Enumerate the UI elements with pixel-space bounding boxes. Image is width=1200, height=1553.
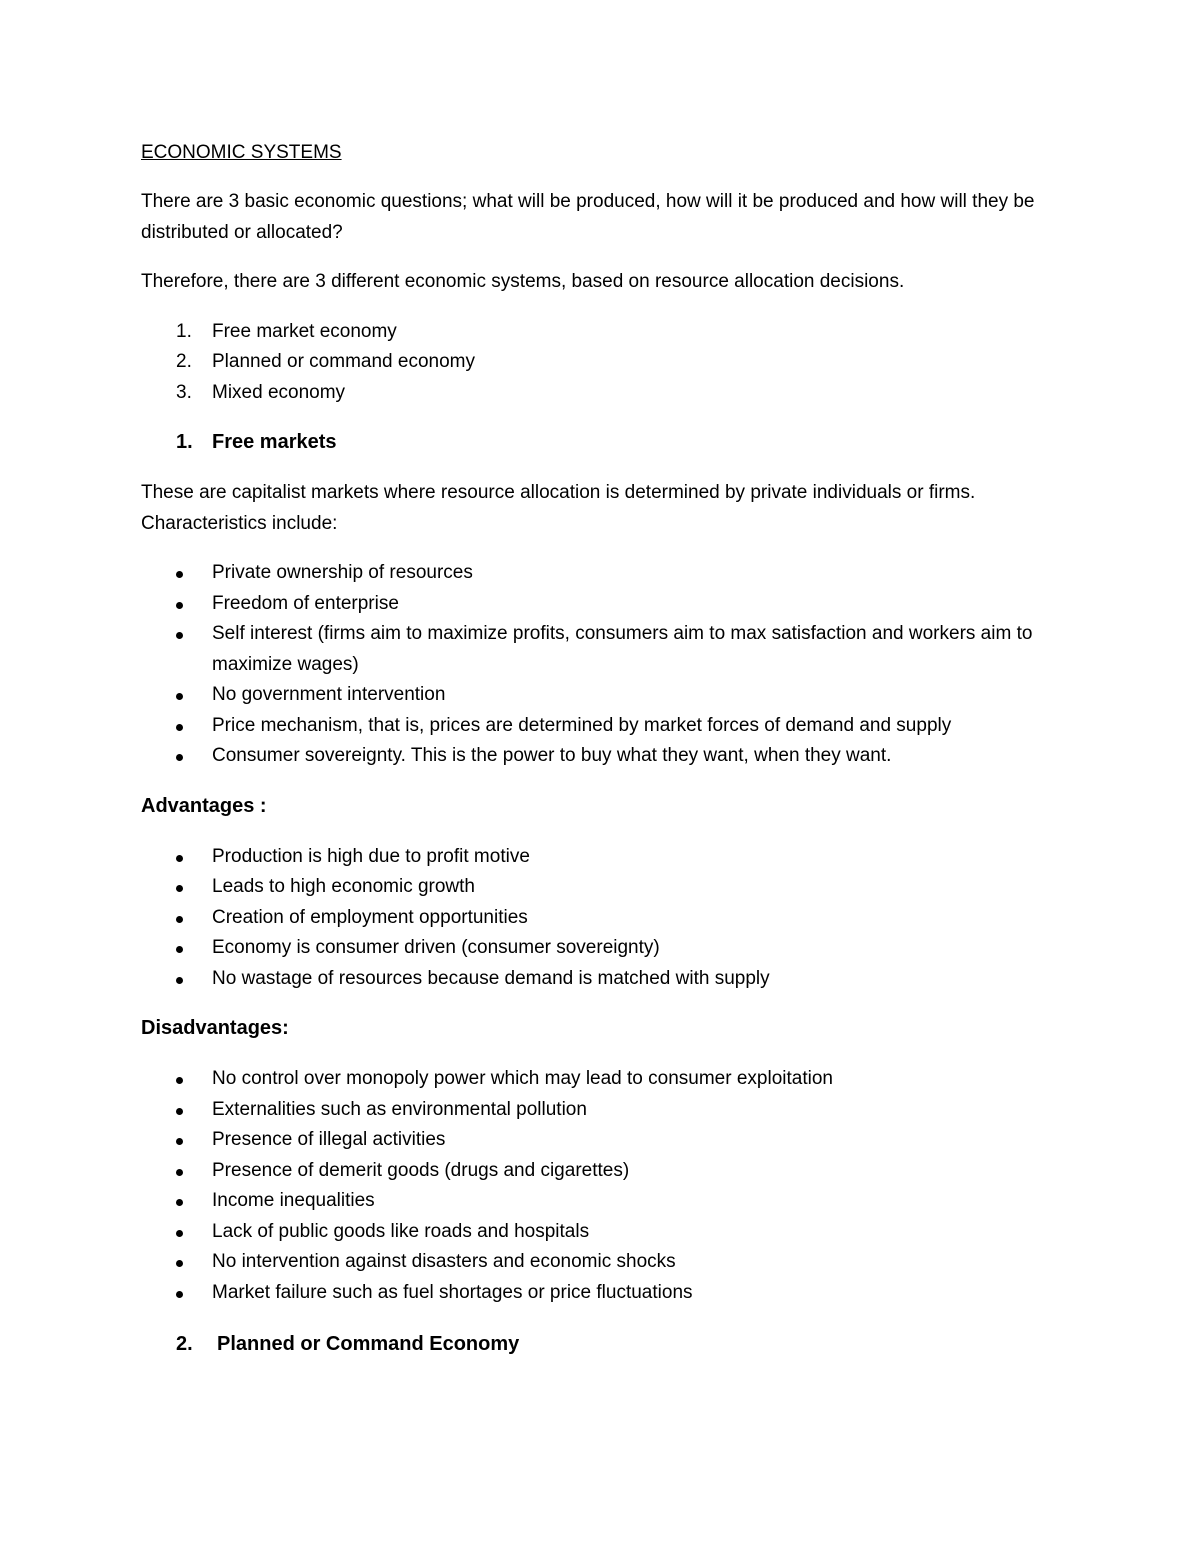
list-item-text: Planned or command economy [212, 351, 475, 372]
list-item-text: Lack of public goods like roads and hospitals [212, 1220, 590, 1242]
characteristics-list [141, 558, 1061, 772]
list-item [141, 711, 1061, 742]
bullet-icon [176, 632, 183, 639]
list-item [141, 1156, 1061, 1187]
list-item-text: Externalities such as environmental pollution [212, 1098, 587, 1120]
section-title: Planned or Command Economy [217, 1333, 520, 1355]
list-item [141, 1095, 1061, 1126]
free-markets-paragraph: These are capitalist markets where resource allocation is determined by private individuals or firms. Characteristics include: [141, 482, 976, 534]
list-item-text: Income inequalities [212, 1190, 375, 1211]
bullet-icon [176, 855, 183, 862]
list-number: 3. [176, 381, 192, 403]
list-item [141, 1247, 1061, 1278]
list-item [141, 1125, 1061, 1156]
list-item-text: Production is high due to profit motive [212, 845, 530, 867]
section-heading-planned-economy [141, 1329, 1061, 1361]
list-item [141, 347, 1061, 378]
list-item [141, 1278, 1061, 1309]
section-number: 2. [176, 1333, 193, 1355]
list-item [141, 558, 1061, 589]
bullet-icon [176, 724, 183, 731]
section-heading-free-markets [141, 427, 1061, 459]
list-item-text: Price mechanism, that is, prices are determined by market forces of demand and supply [212, 714, 952, 736]
bullet-icon [176, 977, 183, 984]
bullet-icon [176, 916, 183, 923]
bullet-icon [176, 1138, 183, 1145]
advantages-heading: Advantages : [141, 794, 267, 817]
list-item [141, 619, 1061, 680]
list-item-text: Freedom of enterprise [212, 592, 399, 614]
systems-list [141, 317, 1061, 409]
bullet-icon [176, 754, 183, 761]
list-item-text: Presence of demerit goods (drugs and cigarettes) [212, 1159, 630, 1181]
list-number: 1. [176, 320, 192, 342]
list-item-text: Creation of employment opportunities [212, 906, 528, 928]
bullet-icon [176, 1199, 183, 1206]
bullet-icon [176, 693, 183, 700]
section-number: 1. [176, 431, 193, 453]
list-item [141, 1217, 1061, 1248]
list-item-text: No intervention against disasters and economic shocks [212, 1251, 676, 1272]
list-item-text: Economy is consumer driven (consumer sovereignty) [212, 937, 660, 958]
list-item [141, 1186, 1061, 1217]
list-item [141, 903, 1061, 934]
list-item [141, 933, 1061, 964]
advantages-list [141, 842, 1061, 995]
list-item [141, 680, 1061, 711]
disadvantages-heading: Disadvantages: [141, 1017, 289, 1039]
list-item [141, 964, 1061, 995]
bullet-icon [176, 946, 183, 953]
bullet-icon [176, 1169, 183, 1176]
bullet-icon [176, 1230, 183, 1237]
list-item-text: No wastage of resources because demand is matched with supply [212, 967, 770, 989]
list-item [141, 317, 1061, 348]
list-item-text: Free market economy [212, 320, 397, 342]
bullet-icon [176, 571, 183, 578]
list-item [141, 1064, 1061, 1095]
intro-paragraph: There are 3 basic economic questions; what will be produced, how will it be produced and how will they be distributed or allocated? [141, 191, 1035, 243]
bullet-icon [176, 885, 183, 892]
bullet-icon [176, 1108, 183, 1115]
document-body [141, 138, 1061, 1361]
bullet-icon [176, 1077, 183, 1084]
list-item-text: Presence of illegal activities [212, 1129, 446, 1150]
bullet-icon [176, 602, 183, 609]
list-item [141, 872, 1061, 903]
document-title: ECONOMIC SYSTEMS [141, 142, 342, 163]
section-title: Free markets [212, 431, 337, 453]
list-item-text: No control over monopoly power which may lead to consumer exploitation [212, 1068, 833, 1089]
list-item [141, 589, 1061, 620]
list-item-text: Leads to high economic growth [212, 876, 475, 897]
list-item [141, 842, 1061, 873]
bullet-icon [176, 1260, 183, 1267]
list-item [141, 741, 1061, 772]
list-item-text: Mixed economy [212, 381, 346, 403]
list-item-text: No government intervention [212, 684, 446, 705]
list-number: 2. [176, 351, 192, 372]
disadvantages-list [141, 1064, 1061, 1308]
systems-paragraph: Therefore, there are 3 different economic systems, based on resource allocation decisions. [141, 271, 905, 292]
bullet-icon [176, 1291, 183, 1298]
list-item-text: Self interest (firms aim to maximize profits, consumers aim to max satisfaction and workers aim to maximize wages) [212, 623, 1033, 675]
list-item [141, 378, 1061, 409]
list-item-text: Private ownership of resources [212, 562, 473, 583]
list-item-text: Consumer sovereignty. This is the power to buy what they want, when they want. [212, 745, 892, 766]
list-item-text: Market failure such as fuel shortages or price fluctuations [212, 1281, 693, 1303]
